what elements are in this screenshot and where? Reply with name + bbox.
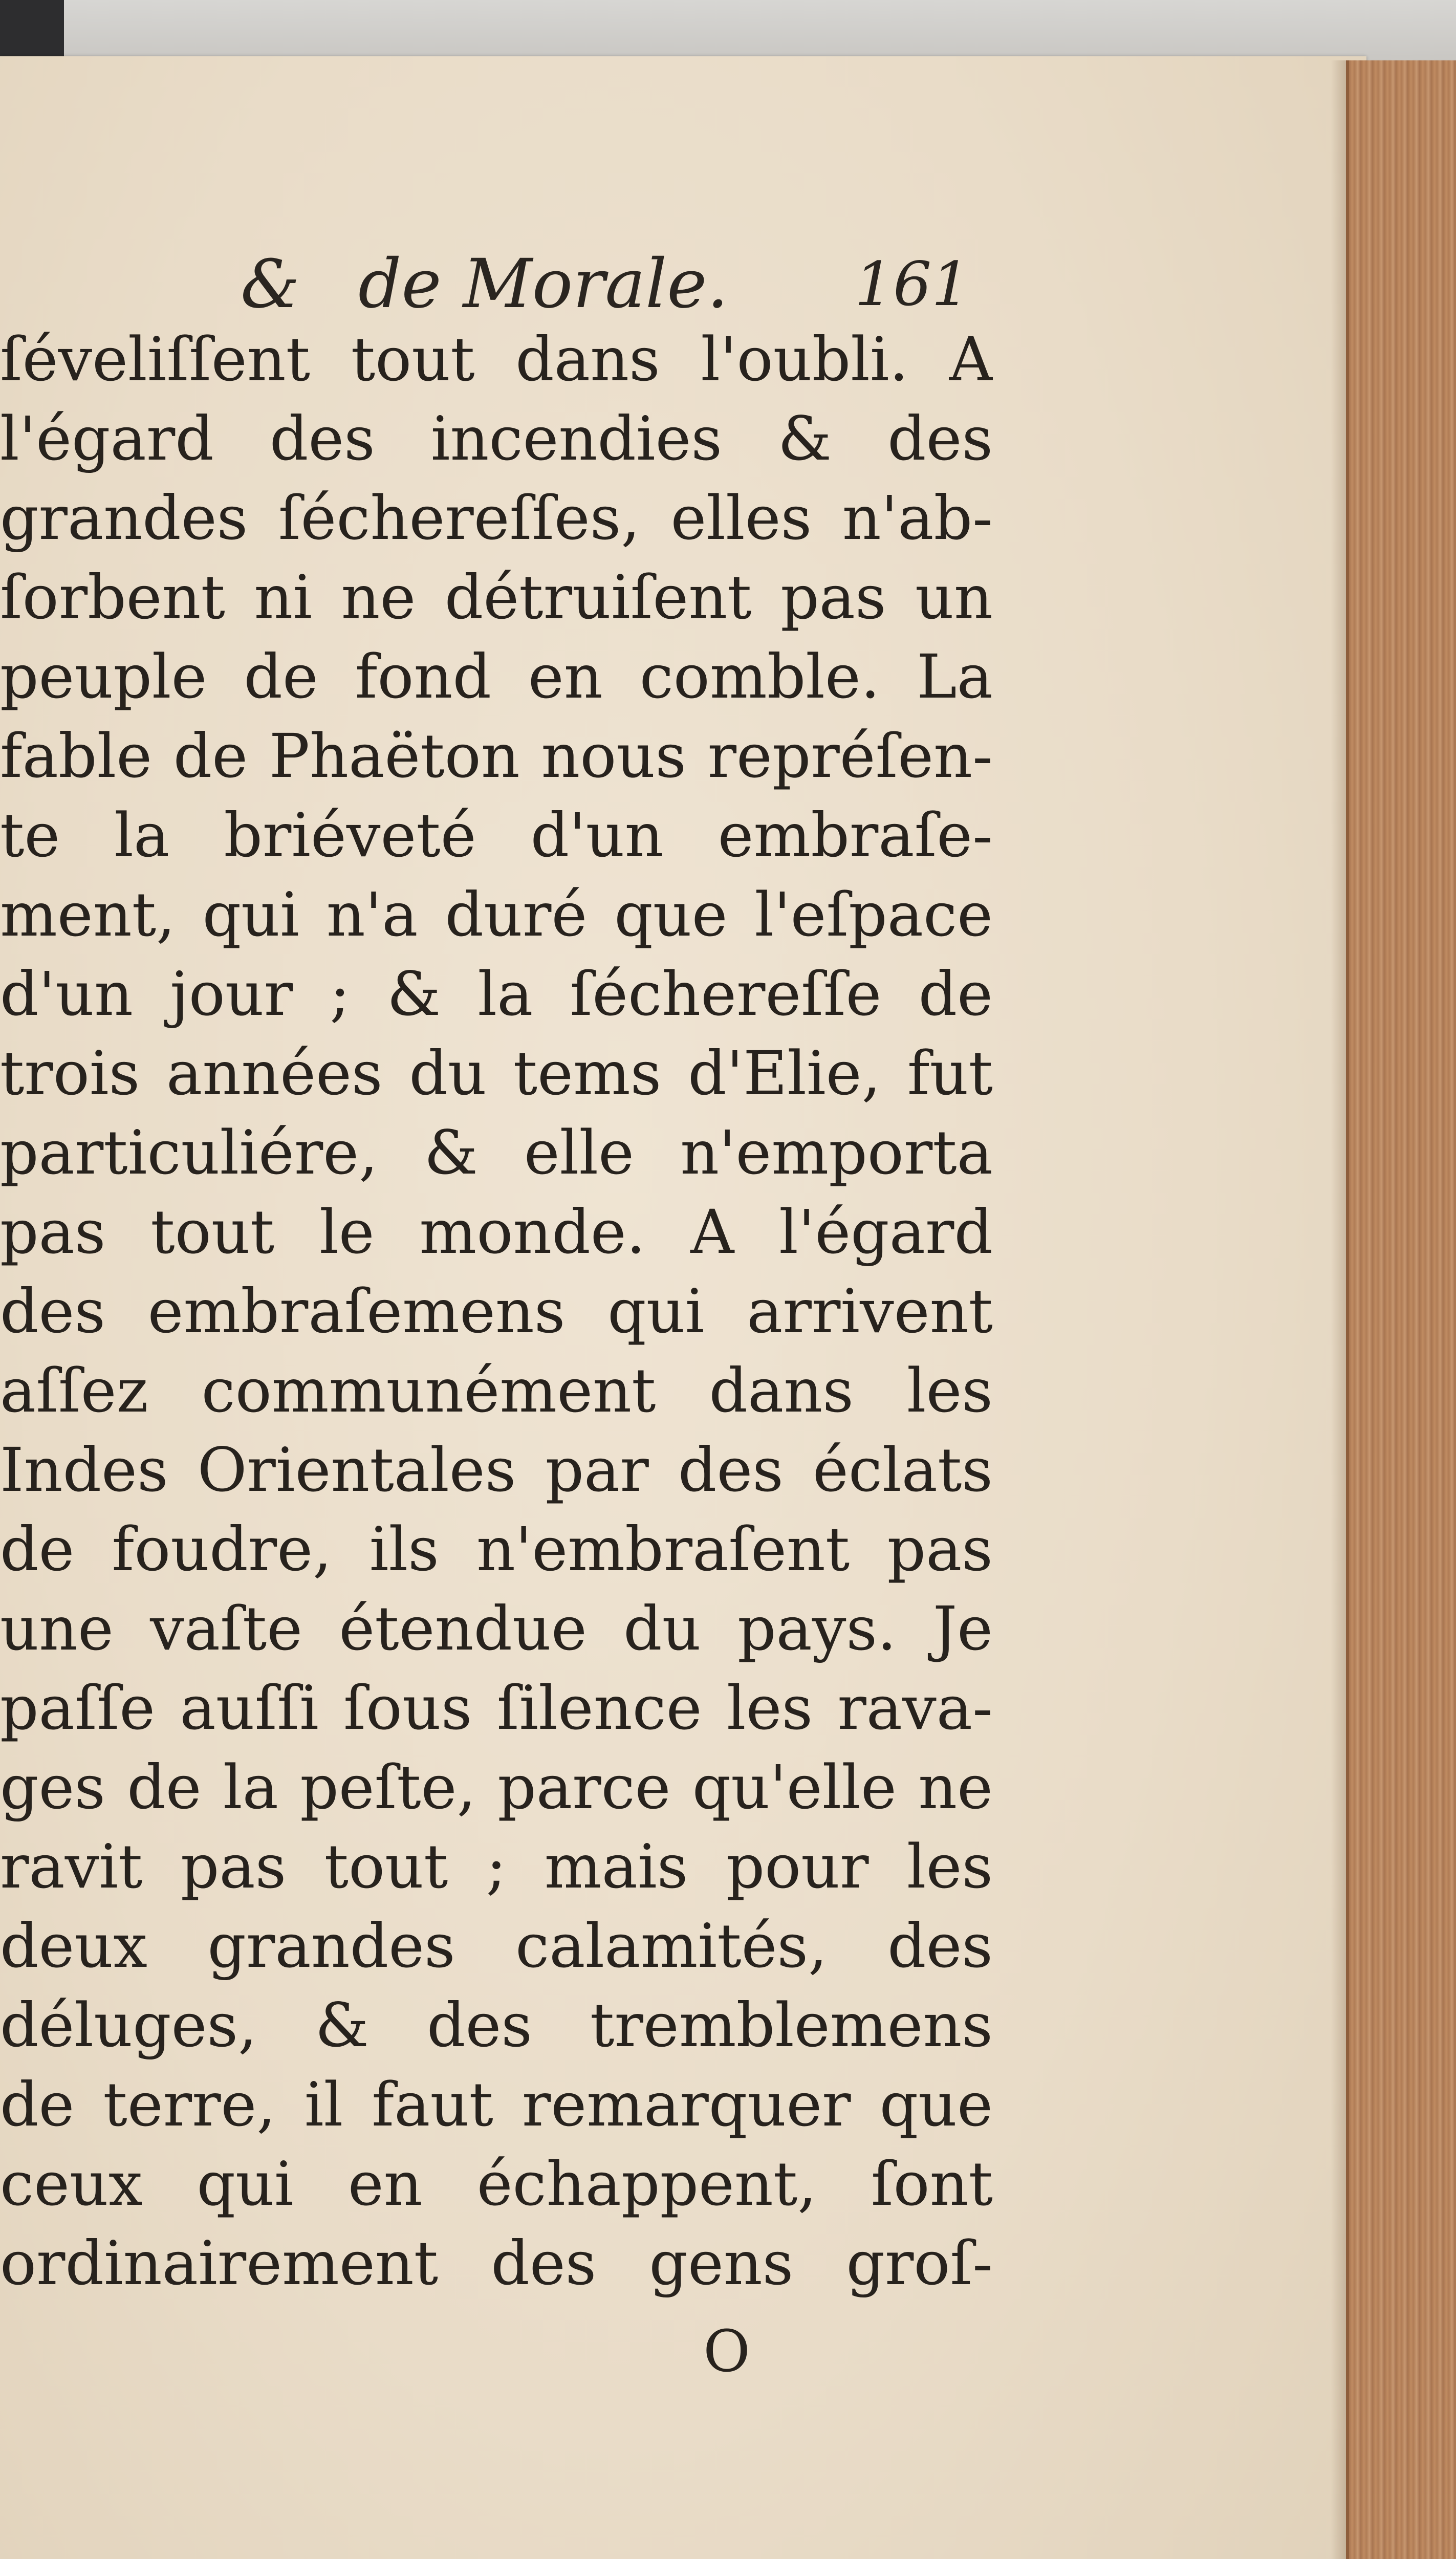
text-line: ceux qui en échappent, ſont [0,2149,993,2219]
text-line: fable de Phaëton nous repréſen- [0,721,993,791]
text-line: ment, qui n'a duré que l'eſpace [0,879,993,950]
text-line: ſorbent ni ne détruiſent pas un [0,562,993,633]
text-line: déluges, & des tremblemens [0,1990,993,2061]
text-line: ordinairement des gens groſ- [0,2228,993,2298]
text-line: ravit pas tout ; mais pour les [0,1831,993,1902]
text-line: trois années du tems d'Elie, fut [0,1038,993,1109]
text-line: l'égard des incendies & des [0,403,993,474]
catchword: O [703,2318,750,2385]
text-line: te la briéveté d'un embraſe- [0,800,993,871]
text-line: aſſez communément dans les [0,1355,993,1426]
page-number: 161 [855,249,970,319]
page-edges [1346,60,1456,2559]
binding-edge [0,0,64,61]
scan-background-top [0,0,1456,61]
text-line: une vaſte étendue du pays. Je [0,1593,993,1664]
text-line: d'un jour ; & la ſéchereſſe de [0,959,993,1029]
ampersand-ornament: & [241,245,300,323]
text-line: peuple de fond en comble. La [0,641,993,712]
text-line: deux grandes calamités, des [0,1911,993,1981]
text-line: de foudre, ils n'embraſent pas [0,1514,993,1585]
text-line: paſſe auſſi ſous ſilence les rava- [0,1673,993,1743]
text-line: Indes Orientales par des éclats [0,1435,993,1505]
text-line: grandes ſéchereſſes, elles n'ab- [0,483,993,553]
text-line: ſéveliſſent tout dans l'oubli. A [0,324,993,395]
running-title: de Morale. [358,245,729,323]
text-line: pas tout le monde. A l'égard [0,1197,993,1267]
running-head [215,241,1003,328]
body-text [0,320,993,2303]
text-line: des embraſemens qui arrivent [0,1276,993,1347]
text-line: particuliére, & elle n'emporta [0,1117,993,1188]
text-line: ges de la peſte, parce qu'elle ne [0,1752,993,1823]
text-line: de terre, il faut remarquer que [0,2069,993,2140]
